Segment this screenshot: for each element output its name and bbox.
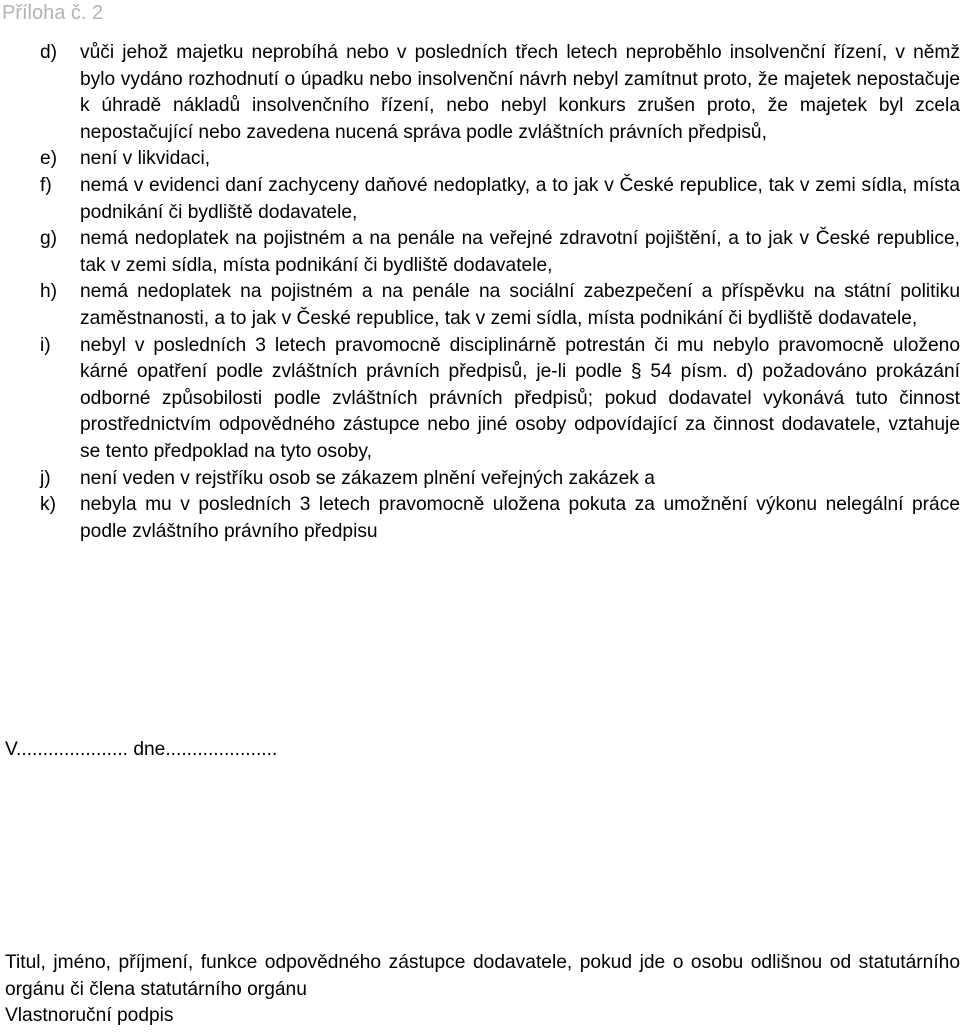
item-text: vůči jehož majetku neprobíhá nebo v posledních třech letech neproběhlo insolvenční řízení, v němž bylo vydáno rozhodnutí o úpadku nebo insolvenční návrh nebyl zamítnut proto, že majetek nepostačuje k úhradě nákladů insolvenčního řízení, nebo nebyl konkurs zrušen proto, že majetek byl zcela nepostačující nebo zavedena nucená správa podle zvláštních právních předpisů, [80,42,960,143]
signature-label: Vlastnoruční podpis [5,1005,174,1027]
item-marker: i) [40,334,51,356]
item-marker: e) [40,148,58,170]
place-date-line: V..................... dne..................... [5,739,278,760]
item-marker: h) [40,281,58,303]
criteria-item-i [40,333,960,466]
criteria-list [40,40,960,545]
item-marker: g) [40,228,58,250]
criteria-item-e [40,146,960,173]
item-text: nemá nedoplatek na pojistném a na penále na veřejné zdravotní pojištění, a to jak v České republice, tak v zemi sídla, místa podnikání či bydliště dodavatele, [80,228,960,276]
attachment-label: Příloha č. 2 [2,2,104,24]
item-marker: j) [40,467,51,489]
criteria-item-h [40,279,960,332]
item-text: nemá v evidenci daní zachyceny daňové nedoplatky, a to jak v České republice, tak v zemi sídla, místa podnikání či bydliště dodavatele, [80,174,960,223]
signature-note: Titul, jméno, příjmení, funkce odpovědného zástupce dodavatele, pokud jde o osobu odlišnou od statutárního orgánu či člena statutárního orgánu [5,952,960,1000]
item-text: nemá nedoplatek na pojistném a na penále na sociální zabezpečení a příspěvku na státní politiku zaměstnanosti, a to jak v České republice, tak v zemi sídla, místa podnikání či bydliště dodavatele, [80,281,960,329]
item-text: nebyl v posledních 3 letech pravomocně disciplinárně potrestán či mu nebylo pravomocně uloženo kárné opatření podle zvláštních právních předpisů, je-li podle § 54 písm. d) požadováno prokázání odborné způsobilosti podle zvláštních právních předpisů; pokud dodavatel vykonává tuto činnost prostřednictvím odpovědného zástupce nebo jiné osoby odpovídající za činnost dodavatele, vztahuje se tento předpoklad na tyto osoby, [80,334,960,462]
item-text: nebyla mu v posledních 3 letech pravomocně uložena pokuta za umožnění výkonu nelegální práce podle zvláštního právního předpisu [80,494,960,542]
criteria-item-j [40,466,960,493]
item-text: není veden v rejstříku osob se zákazem plnění veřejných zakázek a [80,467,655,489]
item-text: není v likvidaci, [80,148,211,170]
item-marker: f) [40,174,52,196]
criteria-item-k [40,492,960,545]
signature-block [5,950,960,1030]
criteria-item-d [40,40,960,146]
item-marker: d) [40,42,58,63]
criteria-item-g [40,226,960,279]
criteria-item-f [40,173,960,226]
item-marker: k) [40,494,56,516]
